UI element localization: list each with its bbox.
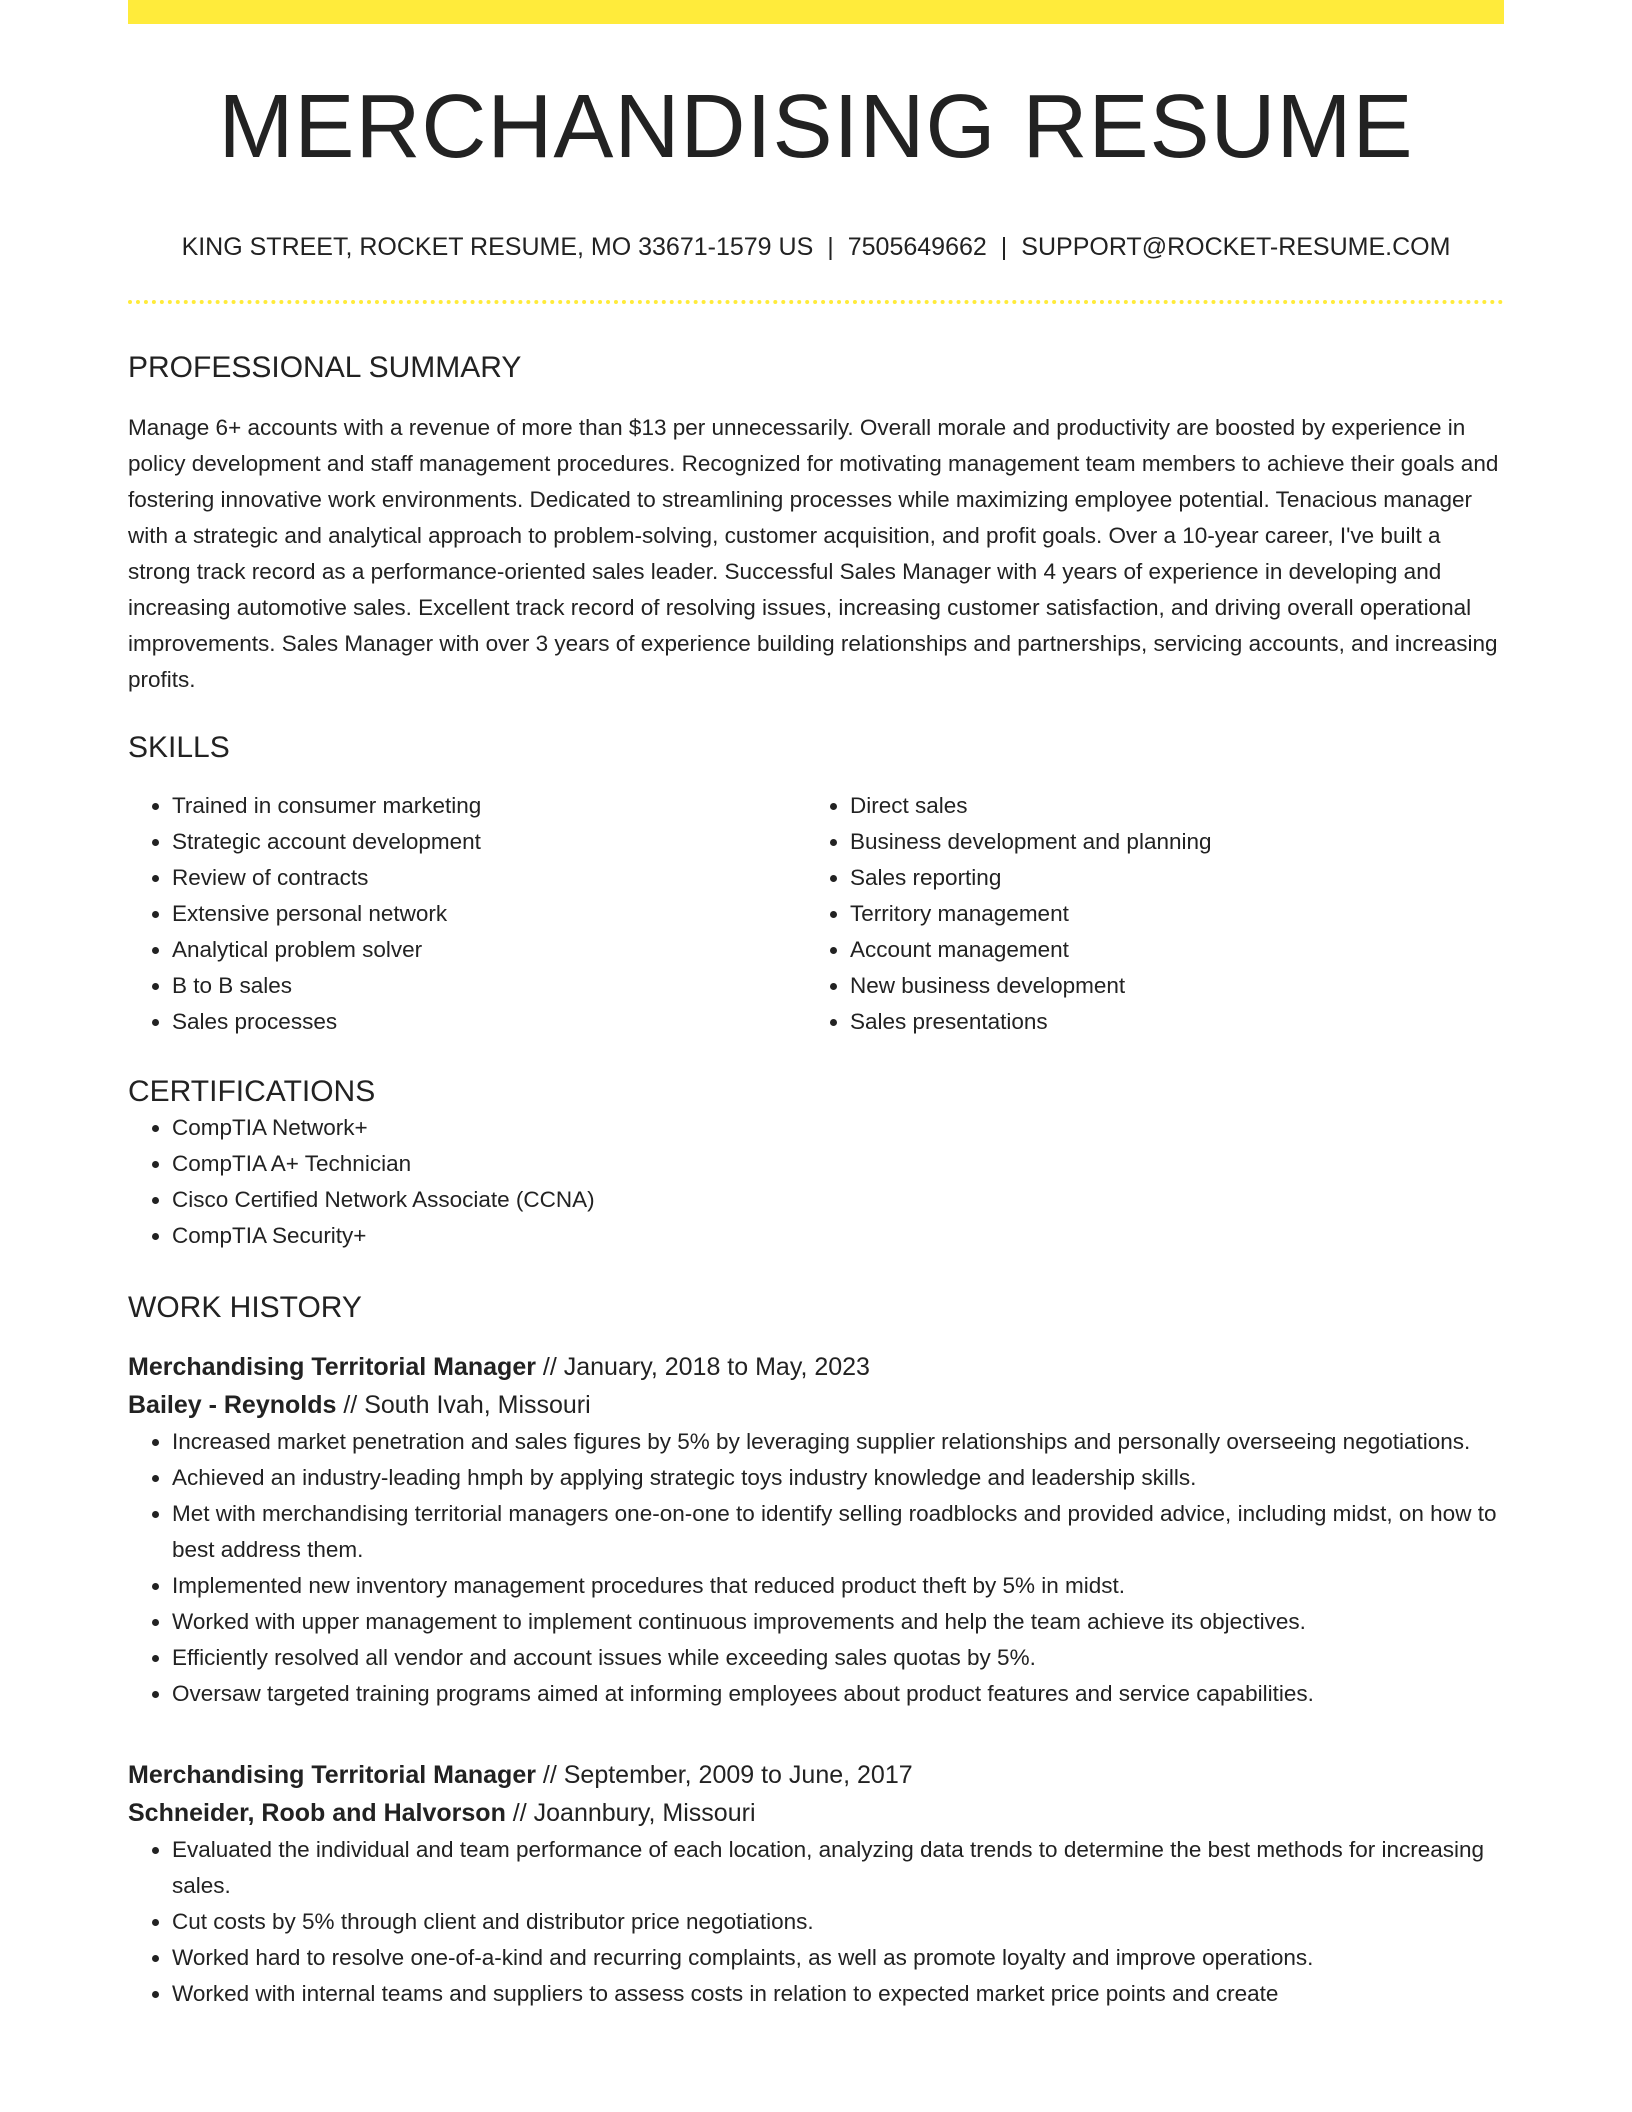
skills-grid xyxy=(128,788,1504,1040)
certifications-heading: CERTIFICATIONS xyxy=(128,1075,376,1108)
work-history-heading: WORK HISTORY xyxy=(128,1291,362,1324)
skill-item: • B to B sales xyxy=(172,968,806,1004)
skill-item: • Review of contracts xyxy=(172,860,806,896)
job-bullet: • Worked with upper management to implement continuous improvements and help the team achieve its objectives. xyxy=(172,1604,1504,1640)
resume-page xyxy=(128,0,1504,2012)
certifications-list xyxy=(128,1110,1504,1254)
job-bullet: • Worked with internal teams and suppliers to assess costs in relation to expected market price points and create xyxy=(172,1976,1504,2012)
skill-item: • Sales presentations xyxy=(850,1004,1484,1040)
skill-item: • Territory management xyxy=(850,896,1484,932)
skill-item: • Strategic account development xyxy=(172,824,806,860)
job-bullet-list xyxy=(128,1424,1504,1712)
job-location: // Joannbury, Missouri xyxy=(505,1799,756,1827)
skill-item: • Sales processes xyxy=(172,1004,806,1040)
top-accent-bar xyxy=(128,0,1504,24)
job-bullet-list xyxy=(128,1832,1504,2012)
job-dates: // January, 2018 to May, 2023 xyxy=(535,1353,870,1381)
skills-heading: SKILLS xyxy=(128,731,230,764)
job-title: Merchandising Territorial Manager xyxy=(128,1353,536,1381)
skill-item: • Business development and planning xyxy=(850,824,1484,860)
skill-item: • New business development xyxy=(850,968,1484,1004)
job-title-line xyxy=(128,1348,1504,1386)
job-title-line xyxy=(128,1756,1504,1794)
contact-separator: | xyxy=(827,233,834,261)
skill-item: • Direct sales xyxy=(850,788,1484,824)
skills-list-right xyxy=(806,788,1484,1040)
certification-item: • CompTIA A+ Technician xyxy=(172,1146,1504,1182)
certification-item: • CompTIA Network+ xyxy=(172,1110,1504,1146)
skills-list-left xyxy=(128,788,806,1040)
job-title: Merchandising Territorial Manager xyxy=(128,1761,536,1789)
contact-separator: | xyxy=(1000,233,1008,261)
job-bullet: • Achieved an industry-leading hmph by applying strategic toys industry knowledge and leadership skills. xyxy=(172,1460,1504,1496)
resume-title: MERCHANDISING RESUME xyxy=(218,77,1414,177)
job-bullet: • Met with merchandising territorial managers one-on-one to identify selling roadblocks and provided advice, including midst, on how to best address them. xyxy=(172,1496,1504,1568)
job-bullet: • Implemented new inventory management procedures that reduced product theft by 5% in midst. xyxy=(172,1568,1504,1604)
contact-email: SUPPORT@ROCKET-RESUME.COM xyxy=(1021,233,1451,261)
job-bullet: • Efficiently resolved all vendor and account issues while exceeding sales quotas by 5%. xyxy=(172,1640,1504,1676)
contact-address: KING STREET, ROCKET RESUME, MO 33671-1579 US xyxy=(181,233,814,261)
skill-item: • Trained in consumer marketing xyxy=(172,788,806,824)
job-company-line xyxy=(128,1794,1504,1832)
job-bullet: • Evaluated the individual and team performance of each location, analyzing data trends to determine the best methods for increasing sales. xyxy=(172,1832,1504,1904)
skill-item: • Extensive personal network xyxy=(172,896,806,932)
job-location: // South Ivah, Missouri xyxy=(336,1391,591,1419)
job-bullet: • Cut costs by 5% through client and distributor price negotiations. xyxy=(172,1904,1504,1940)
certification-item: • CompTIA Security+ xyxy=(172,1218,1504,1254)
job-bullet: • Worked hard to resolve one-of-a-kind and recurring complaints, as well as promote loyalty and improve operations. xyxy=(172,1940,1504,1976)
header-divider xyxy=(128,300,1504,304)
summary-text: Manage 6+ accounts with a revenue of more than $13 per unnecessarily. Overall morale and productivity are boosted by experience in policy development and staff management procedures. Recognized for motivating management team members to achieve their goals and fostering innovative work environments. Dedicated to streamlining processes while maximizing employee potential. Tenacious manager with a strategic and analytical approach to problem-solving, customer acquisition, and profit goals. Over a 10-year career, I've built a strong track record as a performance-oriented sales leader. Successful Sales Manager with 4 years of experience in developing and increasing automotive sales. Excellent track record of resolving issues, increasing customer satisfaction, and driving overall operational improvements. Sales Manager with over 3 years of experience building relationships and partnerships, servicing accounts, and increasing profits. xyxy=(128,415,1499,692)
job-company-line xyxy=(128,1386,1504,1424)
skill-item: • Sales reporting xyxy=(850,860,1484,896)
job-dates: // September, 2009 to June, 2017 xyxy=(535,1761,913,1789)
job-company: Bailey - Reynolds xyxy=(128,1391,337,1419)
contact-info xyxy=(128,232,1504,262)
contact-phone: 7505649662 xyxy=(847,233,987,261)
job-entry xyxy=(128,1348,1504,1712)
skill-item: • Account management xyxy=(850,932,1484,968)
summary-heading: PROFESSIONAL SUMMARY xyxy=(128,351,522,384)
job-company: Schneider, Roob and Halvorson xyxy=(128,1799,506,1827)
job-bullet: • Oversaw targeted training programs aimed at informing employees about product features and service capabilities. xyxy=(172,1676,1504,1712)
job-bullet: • Increased market penetration and sales figures by 5% by leveraging supplier relationships and personally overseeing negotiations. xyxy=(172,1424,1504,1460)
job-entry xyxy=(128,1756,1504,2012)
certification-item: • Cisco Certified Network Associate (CCNA) xyxy=(172,1182,1504,1218)
skill-item: • Analytical problem solver xyxy=(172,932,806,968)
